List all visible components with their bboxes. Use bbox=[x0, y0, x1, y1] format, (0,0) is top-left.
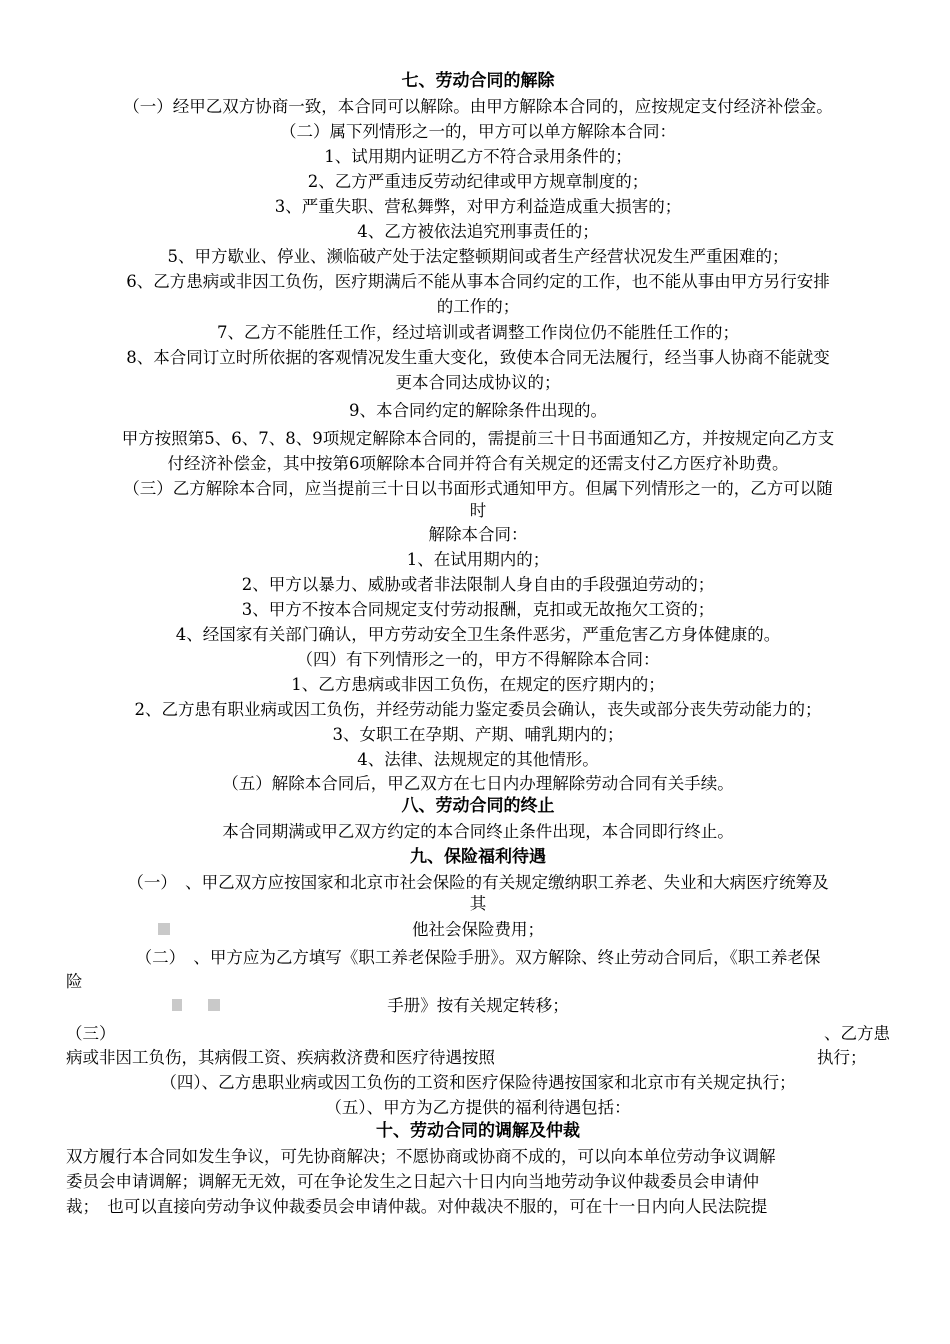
clause-text: （三）乙方解除本合同，应当提前三十日以书面形式通知甲方。但属下列情形之一的，乙方可以随 bbox=[123, 479, 833, 498]
clause-text: （五）、甲方为乙方提供的福利待遇包括： bbox=[325, 1098, 631, 1117]
clause-text: （四）、乙方患职业病或因工负伤的工资和医疗保险待遇按国家和北京市有关规定执行； bbox=[160, 1073, 796, 1092]
section-heading-termination: 七、劳动合同的解除 bbox=[401, 71, 555, 91]
list-item: 4、经国家有关部门确认，甲方劳动安全卫生条件恶劣，严重危害乙方身体健康的。 bbox=[175, 625, 781, 644]
clause-text: （二） 、甲方应为乙方填写《职工养老保险手册》。双方解除、终止劳动合同后，《职工养老保 bbox=[135, 948, 821, 967]
list-item-continued: 更本合同达成协议的； bbox=[395, 373, 561, 392]
list-item: 2、乙方患有职业病或因工负伤，并经劳动能力鉴定委员会确认，丧失或部分丧失劳动能力的； bbox=[134, 700, 822, 719]
clause-text: （二）属下列情形之一的，甲方可以单方解除本合同： bbox=[280, 122, 676, 141]
list-item: 6、乙方患病或非因工负伤，医疗期满后不能从事本合同约定的工作，也不能从事由甲方另行安排 bbox=[126, 272, 830, 291]
list-item: 2、乙方严重违反劳动纪律或甲方规章制度的； bbox=[307, 172, 649, 191]
list-item: 5、甲方歇业、停业、濒临破产处于法定整顿期间或者生产经营状况发生严重困难的； bbox=[167, 247, 789, 266]
list-item: 3、女职工在孕期、产期、哺乳期内的； bbox=[332, 725, 624, 744]
list-item: 9、本合同约定的解除条件出现的。 bbox=[349, 401, 607, 420]
section-heading-insurance: 九、保险福利待遇 bbox=[410, 847, 546, 867]
list-item: 1、乙方患病或非因工负伤，在规定的医疗期内的； bbox=[291, 675, 665, 694]
clause-text-continued: 其 bbox=[469, 894, 487, 913]
list-item: 1、在试用期内的； bbox=[406, 550, 550, 569]
clause-text-continued: 时 bbox=[469, 501, 487, 520]
clause-text-continued: 解除本合同： bbox=[428, 525, 528, 544]
list-item: 7、乙方不能胜任工作，经过培训或者调整工作岗位仍不能胜任工作的； bbox=[217, 323, 739, 342]
clause-text: 甲方按照第5、6、7、8、9项规定解除本合同的，需提前三十日书面通知乙方，并按规定向乙方支 bbox=[121, 429, 835, 448]
clause-text: 裁； 也可以直接向劳动争议仲裁委员会申请仲裁。对仲裁决不服的，可在十一日内向人民法院提 bbox=[66, 1197, 768, 1216]
clause-text-continued: 他社会保险费用； bbox=[412, 920, 544, 939]
list-item: 2、甲方以暴力、威胁或者非法限制人身自由的手段强迫劳动的； bbox=[241, 575, 715, 594]
clause-text-continued: 病或非因工负伤，其病假工资、疾病救济费和医疗待遇按照 bbox=[66, 1048, 495, 1067]
section-heading-expiry: 八、劳动合同的终止 bbox=[401, 796, 555, 816]
list-item: 1、试用期内证明乙方不符合录用条件的； bbox=[324, 147, 632, 166]
clause-text-continued: 执行； bbox=[817, 1048, 867, 1067]
list-item: 4、法律、法规规定的其他情形。 bbox=[357, 750, 599, 769]
clause-text: 委员会申请调解；调解无无效，可在争论发生之日起六十日内向当地劳动争议仲裁委员会申请仲 bbox=[66, 1172, 759, 1191]
clause-text-continued: 手册》按有关规定转移； bbox=[387, 996, 569, 1015]
list-item-continued: 的工作的； bbox=[436, 297, 520, 316]
section-heading-arbitration: 十、劳动合同的调解及仲裁 bbox=[376, 1121, 580, 1141]
clause-text-continued: 付经济补偿金，其中按第6项解除本合同并符合有关规定的还需支付乙方医疗补助费。 bbox=[167, 454, 789, 473]
clause-text-continued: 险 bbox=[66, 972, 83, 991]
list-item: 3、甲方不按本合同规定支付劳动报酬，克扣或无故拖欠工资的； bbox=[241, 600, 715, 619]
clause-text: 本合同期满或甲乙双方约定的本合同终止条件出现，本合同即行终止。 bbox=[222, 822, 734, 841]
clause-text: （五）解除本合同后，甲乙双方在七日内办理解除劳动合同有关手续。 bbox=[222, 774, 734, 793]
clause-text: （三） bbox=[66, 1024, 116, 1043]
list-item: 8、本合同订立时所依据的客观情况发生重大变化，致使本合同无法履行，经当事人协商不能就变 bbox=[126, 348, 830, 367]
list-item: 3、严重失职、营私舞弊，对甲方利益造成重大损害的； bbox=[274, 197, 682, 216]
clause-text: （一）经甲乙双方协商一致，本合同可以解除。由甲方解除本合同的，应按规定支付经济补偿金。 bbox=[123, 97, 833, 116]
clause-text: 、乙方患 bbox=[824, 1024, 890, 1043]
clause-text: 双方履行本合同如发生争议，可先协商解决；不愿协商或协商不成的，可以向本单位劳动争议调解 bbox=[66, 1147, 776, 1166]
clause-text: （一） 、甲乙双方应按国家和北京市社会保险的有关规定缴纳职工养老、失业和大病医疗统筹及 bbox=[127, 873, 829, 892]
clause-text: （四）有下列情形之一的，甲方不得解除本合同： bbox=[296, 650, 660, 669]
list-item: 4、乙方被依法追究刑事责任的； bbox=[357, 222, 599, 241]
